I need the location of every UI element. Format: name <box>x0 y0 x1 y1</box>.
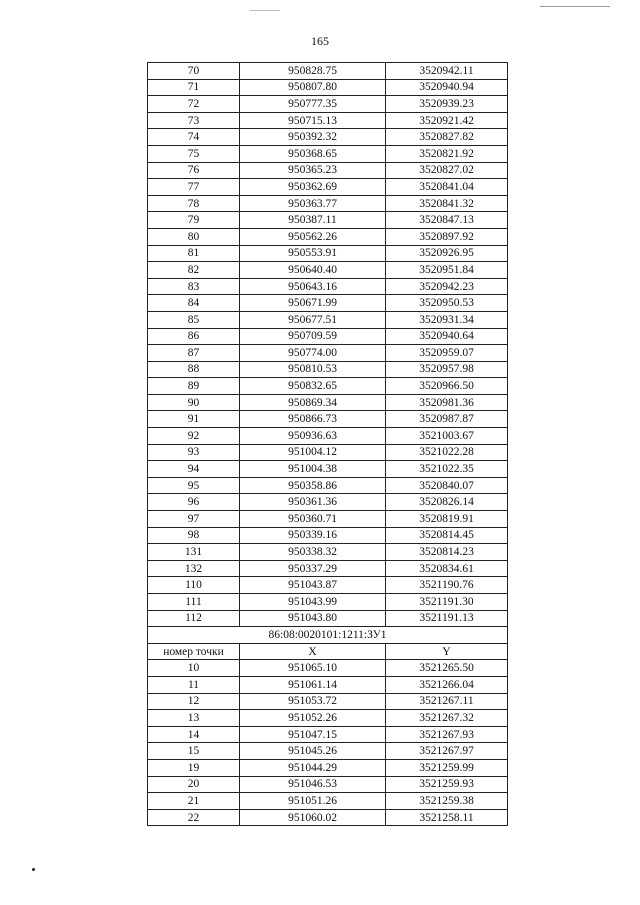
y-coordinate-cell: 3521191.13 <box>386 610 508 627</box>
point-number-cell: 91 <box>148 411 240 428</box>
point-number-cell: 14 <box>148 726 240 743</box>
y-coordinate-cell: 3520827.02 <box>386 162 508 179</box>
x-coordinate-cell: 951043.99 <box>240 594 386 611</box>
y-coordinate-cell: 3520847.13 <box>386 212 508 229</box>
x-coordinate-cell: 950810.53 <box>240 361 386 378</box>
x-coordinate-cell: 951047.15 <box>240 726 386 743</box>
table-row <box>148 428 508 445</box>
y-coordinate-cell: 3520897.92 <box>386 228 508 245</box>
x-coordinate-cell: 951044.29 <box>240 759 386 776</box>
x-coordinate-cell: 950869.34 <box>240 394 386 411</box>
point-number-cell: 15 <box>148 743 240 760</box>
scan-artifact <box>32 868 35 871</box>
table-row <box>148 693 508 710</box>
y-coordinate-cell: 3520926.95 <box>386 245 508 262</box>
point-number-cell: 88 <box>148 361 240 378</box>
x-coordinate-cell: 951004.38 <box>240 461 386 478</box>
y-coordinate-cell: 3520814.45 <box>386 527 508 544</box>
coordinates-table-bottom-body <box>148 660 508 826</box>
y-coordinate-cell: 3520987.87 <box>386 411 508 428</box>
x-coordinate-cell: 951043.80 <box>240 610 386 627</box>
point-number-cell: 76 <box>148 162 240 179</box>
scan-artifact <box>250 10 280 11</box>
point-number-cell: 72 <box>148 96 240 113</box>
table-row <box>148 726 508 743</box>
y-coordinate-cell: 3520841.04 <box>386 179 508 196</box>
y-coordinate-cell: 3520821.92 <box>386 145 508 162</box>
y-coordinate-cell: 3520826.14 <box>386 494 508 511</box>
y-coordinate-cell: 3520950.53 <box>386 295 508 312</box>
y-coordinate-cell: 3520814.23 <box>386 544 508 561</box>
point-number-cell: 21 <box>148 793 240 810</box>
table-row <box>148 195 508 212</box>
y-coordinate-cell: 3520834.61 <box>386 560 508 577</box>
x-coordinate-cell: 950360.71 <box>240 511 386 528</box>
table-row <box>148 245 508 262</box>
table-row <box>148 544 508 561</box>
y-coordinate-cell: 3521022.35 <box>386 461 508 478</box>
x-coordinate-cell: 950363.77 <box>240 195 386 212</box>
table-row <box>148 79 508 96</box>
y-coordinate-cell: 3521267.11 <box>386 693 508 710</box>
y-coordinate-cell: 3521003.67 <box>386 428 508 445</box>
table-row <box>148 511 508 528</box>
table-row <box>148 63 508 80</box>
y-coordinate-cell: 3520942.23 <box>386 278 508 295</box>
y-coordinate-cell: 3520940.64 <box>386 328 508 345</box>
table-row <box>148 577 508 594</box>
table-row <box>148 461 508 478</box>
point-number-cell: 11 <box>148 676 240 693</box>
y-coordinate-cell: 3520951.84 <box>386 262 508 279</box>
table-row <box>148 594 508 611</box>
column-header-point: номер точки <box>148 643 240 660</box>
scan-artifact <box>540 6 610 7</box>
y-coordinate-cell: 3520931.34 <box>386 311 508 328</box>
y-coordinate-cell: 3521266.04 <box>386 676 508 693</box>
x-coordinate-cell: 950361.36 <box>240 494 386 511</box>
y-coordinate-cell: 3521022.28 <box>386 444 508 461</box>
y-coordinate-cell: 3521258.11 <box>386 809 508 826</box>
table-row <box>148 776 508 793</box>
table-row <box>148 112 508 129</box>
y-coordinate-cell: 3520939.23 <box>386 96 508 113</box>
point-number-cell: 131 <box>148 544 240 561</box>
point-number-cell: 132 <box>148 560 240 577</box>
x-coordinate-cell: 950562.26 <box>240 228 386 245</box>
table-row <box>148 759 508 776</box>
point-number-cell: 92 <box>148 428 240 445</box>
x-coordinate-cell: 950677.51 <box>240 311 386 328</box>
table-row <box>148 444 508 461</box>
x-coordinate-cell: 950643.16 <box>240 278 386 295</box>
section-title: 86:08:0020101:1211:ЗУ1 <box>148 627 508 644</box>
table-row <box>148 212 508 229</box>
x-coordinate-cell: 950709.59 <box>240 328 386 345</box>
table-row <box>148 361 508 378</box>
table-row <box>148 262 508 279</box>
column-header-x: X <box>240 643 386 660</box>
x-coordinate-cell: 951046.53 <box>240 776 386 793</box>
point-number-cell: 12 <box>148 693 240 710</box>
y-coordinate-cell: 3521267.97 <box>386 743 508 760</box>
table-row <box>148 494 508 511</box>
point-number-cell: 13 <box>148 710 240 727</box>
y-coordinate-cell: 3520957.98 <box>386 361 508 378</box>
point-number-cell: 98 <box>148 527 240 544</box>
x-coordinate-cell: 951061.14 <box>240 676 386 693</box>
point-number-cell: 93 <box>148 444 240 461</box>
point-number-cell: 81 <box>148 245 240 262</box>
table-row <box>148 394 508 411</box>
x-coordinate-cell: 950337.29 <box>240 560 386 577</box>
table-row <box>148 560 508 577</box>
point-number-cell: 97 <box>148 511 240 528</box>
point-number-cell: 19 <box>148 759 240 776</box>
point-number-cell: 78 <box>148 195 240 212</box>
point-number-cell: 112 <box>148 610 240 627</box>
x-coordinate-cell: 950671.99 <box>240 295 386 312</box>
x-coordinate-cell: 950553.91 <box>240 245 386 262</box>
point-number-cell: 95 <box>148 477 240 494</box>
point-number-cell: 70 <box>148 63 240 80</box>
coordinates-table-top-body <box>148 63 508 627</box>
table-row <box>148 278 508 295</box>
y-coordinate-cell: 3521191.30 <box>386 594 508 611</box>
point-number-cell: 77 <box>148 179 240 196</box>
point-number-cell: 71 <box>148 79 240 96</box>
x-coordinate-cell: 950368.65 <box>240 145 386 162</box>
point-number-cell: 86 <box>148 328 240 345</box>
point-number-cell: 89 <box>148 378 240 395</box>
table-row <box>148 328 508 345</box>
x-coordinate-cell: 951051.26 <box>240 793 386 810</box>
y-coordinate-cell: 3520841.32 <box>386 195 508 212</box>
table-row <box>148 162 508 179</box>
y-coordinate-cell: 3520981.36 <box>386 394 508 411</box>
x-coordinate-cell: 950832.65 <box>240 378 386 395</box>
point-number-cell: 87 <box>148 345 240 362</box>
x-coordinate-cell: 950774.00 <box>240 345 386 362</box>
x-coordinate-cell: 951065.10 <box>240 660 386 677</box>
y-coordinate-cell: 3521259.93 <box>386 776 508 793</box>
point-number-cell: 79 <box>148 212 240 229</box>
y-coordinate-cell: 3521259.99 <box>386 759 508 776</box>
table-row <box>148 809 508 826</box>
point-number-cell: 85 <box>148 311 240 328</box>
y-coordinate-cell: 3521265.50 <box>386 660 508 677</box>
point-number-cell: 84 <box>148 295 240 312</box>
table-row <box>148 527 508 544</box>
x-coordinate-cell: 950715.13 <box>240 112 386 129</box>
y-coordinate-cell: 3521267.32 <box>386 710 508 727</box>
table-row <box>148 96 508 113</box>
x-coordinate-cell: 950392.32 <box>240 129 386 146</box>
point-number-cell: 82 <box>148 262 240 279</box>
table-row <box>148 311 508 328</box>
y-coordinate-cell: 3520819.91 <box>386 511 508 528</box>
x-coordinate-cell: 951004.12 <box>240 444 386 461</box>
y-coordinate-cell: 3520940.94 <box>386 79 508 96</box>
point-number-cell: 80 <box>148 228 240 245</box>
table-row <box>148 179 508 196</box>
x-coordinate-cell: 950365.23 <box>240 162 386 179</box>
x-coordinate-cell: 950777.35 <box>240 96 386 113</box>
x-coordinate-cell: 950338.32 <box>240 544 386 561</box>
x-coordinate-cell: 951052.26 <box>240 710 386 727</box>
table-row <box>148 411 508 428</box>
x-coordinate-cell: 951043.87 <box>240 577 386 594</box>
y-coordinate-cell: 3520921.42 <box>386 112 508 129</box>
point-number-cell: 110 <box>148 577 240 594</box>
table-row <box>148 743 508 760</box>
point-number-cell: 22 <box>148 809 240 826</box>
table-row <box>148 676 508 693</box>
point-number-cell: 111 <box>148 594 240 611</box>
x-coordinate-cell: 951060.02 <box>240 809 386 826</box>
table-row <box>148 793 508 810</box>
table-row <box>148 295 508 312</box>
point-number-cell: 73 <box>148 112 240 129</box>
x-coordinate-cell: 950339.16 <box>240 527 386 544</box>
point-number-cell: 10 <box>148 660 240 677</box>
table-row <box>148 710 508 727</box>
section-title-row <box>148 627 508 644</box>
point-number-cell: 74 <box>148 129 240 146</box>
y-coordinate-cell: 3520942.11 <box>386 63 508 80</box>
point-number-cell: 90 <box>148 394 240 411</box>
y-coordinate-cell: 3520966.50 <box>386 378 508 395</box>
x-coordinate-cell: 950866.73 <box>240 411 386 428</box>
column-header-y: Y <box>386 643 508 660</box>
point-number-cell: 96 <box>148 494 240 511</box>
point-number-cell: 83 <box>148 278 240 295</box>
x-coordinate-cell: 950807.80 <box>240 79 386 96</box>
y-coordinate-cell: 3521190.76 <box>386 577 508 594</box>
y-coordinate-cell: 3520840.07 <box>386 477 508 494</box>
table-row <box>148 145 508 162</box>
column-header-row <box>148 643 508 660</box>
coordinates-table <box>147 62 508 826</box>
x-coordinate-cell: 951045.26 <box>240 743 386 760</box>
table-row <box>148 228 508 245</box>
table-row <box>148 477 508 494</box>
point-number-cell: 75 <box>148 145 240 162</box>
table-row <box>148 345 508 362</box>
x-coordinate-cell: 950828.75 <box>240 63 386 80</box>
y-coordinate-cell: 3520959.07 <box>386 345 508 362</box>
table-row <box>148 660 508 677</box>
x-coordinate-cell: 950640.40 <box>240 262 386 279</box>
table-row <box>148 378 508 395</box>
y-coordinate-cell: 3520827.82 <box>386 129 508 146</box>
y-coordinate-cell: 3521259.38 <box>386 793 508 810</box>
point-number-cell: 94 <box>148 461 240 478</box>
y-coordinate-cell: 3521267.93 <box>386 726 508 743</box>
point-number-cell: 20 <box>148 776 240 793</box>
x-coordinate-cell: 950936.63 <box>240 428 386 445</box>
x-coordinate-cell: 950358.86 <box>240 477 386 494</box>
x-coordinate-cell: 951053.72 <box>240 693 386 710</box>
x-coordinate-cell: 950387.11 <box>240 212 386 229</box>
table-row <box>148 129 508 146</box>
x-coordinate-cell: 950362.69 <box>240 179 386 196</box>
table-row <box>148 610 508 627</box>
page-number: 165 <box>311 34 329 48</box>
section-header-body <box>148 627 508 660</box>
